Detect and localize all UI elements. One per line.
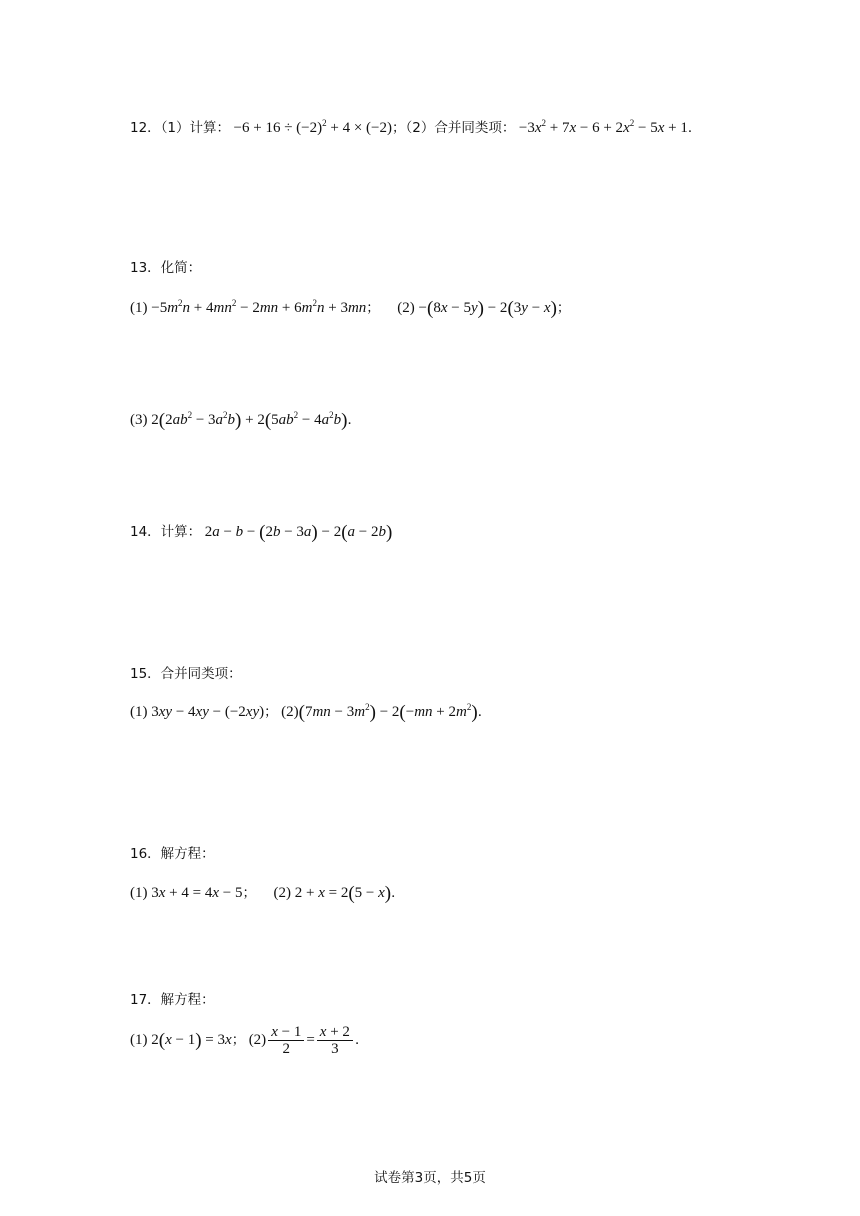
q17-heading: 17．解方程： bbox=[130, 992, 215, 1008]
q17-end: ． bbox=[354, 1031, 369, 1048]
q12-part2-label: （2）合并同类项： bbox=[405, 120, 516, 136]
q13-line2 bbox=[130, 410, 361, 431]
q12-number: 12． bbox=[130, 120, 161, 136]
q16-line bbox=[130, 883, 405, 904]
q13-expr2: (2) −(8x − 5y) − 2(3y − x) bbox=[397, 298, 557, 319]
q16-heading: 16．解方程： bbox=[130, 846, 215, 862]
q13-expr1: $(1) -5m^2n + 4mn^2 - 2mn + 6m^2n + 3mn$ bbox=[130, 298, 367, 316]
q16-end: ． bbox=[391, 885, 405, 901]
q12-expr1: $-6 + 16 \div (-2)^2 + 4 \times (-2)$ bbox=[233, 118, 393, 136]
q16-expr2: (2) 2 + x = 2(5 − x) bbox=[273, 883, 392, 904]
q15-end: ． bbox=[477, 704, 492, 720]
q17-expr1: (1) 2(x − 1) = 3x bbox=[130, 1029, 232, 1051]
q15-expr1: (1) 3xy − 4xy − (−2xy) bbox=[130, 704, 265, 720]
q13-heading: 13．化简： bbox=[130, 260, 202, 276]
q15-heading: 15．合并同类项： bbox=[130, 666, 242, 682]
q13-sep2: ； bbox=[556, 300, 571, 316]
q13-sep1: ； bbox=[366, 300, 380, 316]
q14-expr: 2a − b − (2b − 3a) − 2(a − 2b) bbox=[204, 522, 393, 543]
q12-line bbox=[130, 118, 701, 139]
q12-end: ． bbox=[687, 120, 702, 136]
q12-part1-label: （1）计算： bbox=[160, 120, 231, 136]
q13-end: ． bbox=[347, 412, 361, 428]
q17-expr2: (2) $\frac{x - 1}{2}$ = $\frac{x + 2}{3}$ bbox=[249, 1032, 355, 1048]
q16-expr1: (1) 3x + 4 = 4x − 5 bbox=[130, 885, 243, 901]
q12-expr2: $-3x^2 + 7x - 6 + 2x^2 - 5x + 1$ bbox=[518, 118, 688, 136]
page-footer: 试卷第3页，共5页 bbox=[374, 1170, 486, 1186]
q17-sep: ； bbox=[231, 1031, 246, 1048]
q16-sep: ； bbox=[242, 885, 256, 901]
q14-line bbox=[130, 522, 392, 543]
q13-expr3: (3) $2(2ab^2 - 3a^2b) + 2(5ab^2 - 4a^2b)$ bbox=[130, 410, 348, 431]
q12-sep: ； bbox=[392, 120, 406, 136]
q13-line1 bbox=[130, 298, 570, 319]
q15-sep: ； bbox=[264, 704, 278, 720]
q15-expr2: $(2)(7mn - 3m^2) - 2(-mn + 2m^2)$ bbox=[281, 702, 478, 723]
q15-line bbox=[130, 702, 491, 723]
q17-line bbox=[130, 1024, 368, 1057]
q14-heading: 14．计算： bbox=[130, 524, 202, 540]
